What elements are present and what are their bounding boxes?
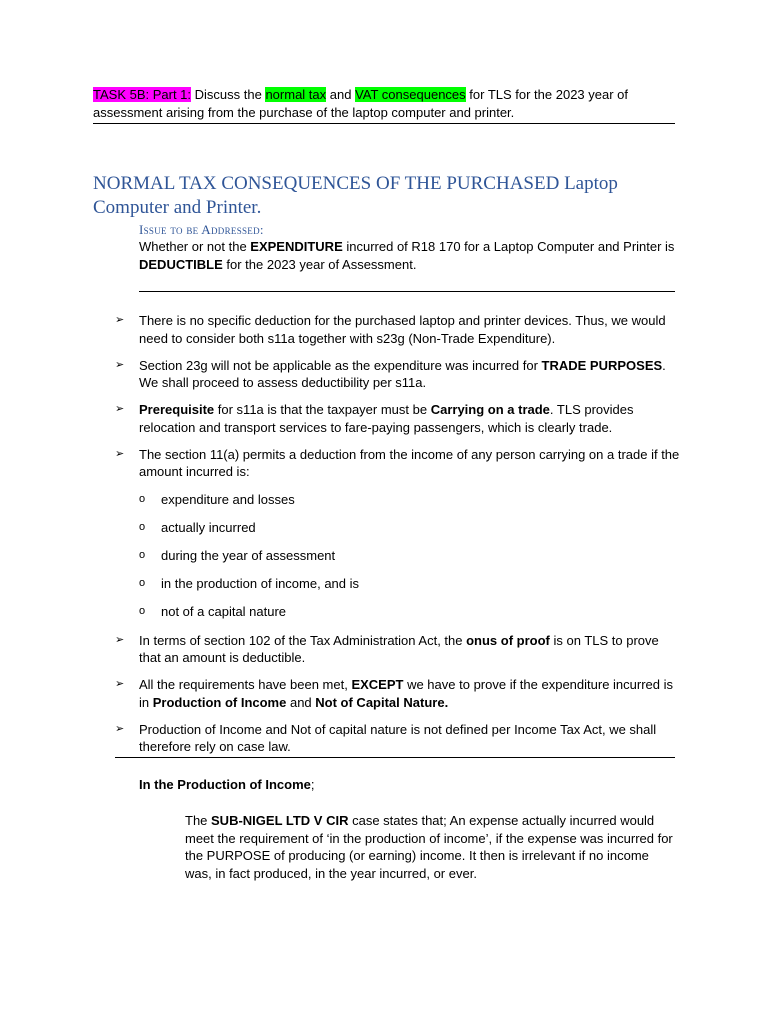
issue-text-1: Whether or not the — [139, 239, 251, 254]
hollow-circle-bullet-icon: o — [139, 576, 146, 589]
arrowhead-bullet-icon: ➢ — [115, 678, 125, 690]
list-item — [115, 401, 680, 436]
task-text-1: Discuss the — [191, 87, 266, 102]
bullet-text: Production of Income and Not of capital nature is not defined per Income Tax Act, we shall therefore rely on case law. — [139, 721, 657, 754]
sub-item-text: during the year of assessment — [161, 547, 336, 563]
bullet-text: All the requirements have been met, — [139, 677, 352, 692]
sub-list-item — [115, 575, 680, 603]
sub-list-item — [115, 547, 680, 575]
task-text-3: for TLS for the 2023 year of assessment arising from the purchase of the laptop computer and printer. — [93, 87, 629, 120]
sub-item-text: actually incurred — [161, 519, 256, 535]
subheading-text: In the Production of Income — [139, 777, 311, 792]
case-text-1: The — [185, 813, 212, 828]
bullet-text: is on TLS to prove that an amount is deductible. — [139, 632, 659, 665]
highlight-vat-consequences: VAT consequences — [355, 87, 466, 102]
issue-label: Issue to be Addressed: — [139, 222, 264, 237]
issue-bold-deductible: DEDUCTIBLE — [139, 257, 223, 272]
list-item — [115, 312, 680, 347]
bullet-bold: Not of Capital Nature. — [315, 694, 449, 710]
arrowhead-bullet-icon: ➢ — [115, 722, 125, 735]
bullet-text: . TLS provides relocation and transport services to fare-paying passengers, which is clearly trade. — [139, 402, 634, 435]
arrowhead-bullet-icon: ➢ — [115, 447, 125, 460]
task-label: TASK 5B: Part 1: — [93, 87, 192, 102]
bullet-text: Section 23g will not be applicable as the expenditure was incurred for — [139, 357, 542, 373]
bullet-bold: EXCEPT — [351, 677, 404, 692]
sub-list-item — [115, 603, 680, 625]
subheading-suffix: ; — [310, 777, 315, 792]
bullet-list — [115, 312, 680, 765]
bullet-text: The section 11(a) permits a deduction from the income of any person carrying on a trade if the amount incurred is: — [139, 446, 680, 479]
arrowhead-bullet-icon: ➢ — [115, 358, 125, 371]
case-text-2: case states that; An expense actually incurred would meet the requirement of ‘in the production of income’, if the expense was incurred for the PURPOSE of producing (or earning) income. It then is irrelevant if no income was, in fact produced, in the year incurred, or ever. — [185, 813, 673, 881]
sub-list-item — [115, 519, 680, 547]
case-law-paragraph — [185, 812, 677, 882]
list-item — [115, 446, 680, 625]
bullet-text: for s11a is that the taxpayer must be — [214, 402, 431, 417]
highlight-normal-tax: normal tax — [265, 87, 327, 102]
list-item — [115, 357, 680, 392]
production-of-income-heading — [139, 777, 315, 792]
bullet-text: we have to prove if the expenditure incurred is in — [139, 677, 674, 710]
bullet-text: In terms of section 102 of the Tax Administration Act, the — [139, 632, 467, 648]
hollow-circle-bullet-icon: o — [139, 492, 146, 505]
list-item — [115, 676, 680, 711]
arrowhead-bullet-icon: ➢ — [115, 633, 125, 646]
section-heading: NORMAL TAX CONSEQUENCES OF THE PURCHASED Laptop Computer and Printer. — [93, 173, 618, 218]
sub-item-text: expenditure and losses — [161, 491, 295, 507]
sub-item-text: not of a capital nature — [161, 603, 287, 619]
hollow-circle-bullet-icon: o — [139, 548, 146, 561]
sub-list — [115, 491, 680, 625]
bullet-bold: Prerequisite — [139, 402, 215, 417]
divider-line — [115, 757, 675, 758]
issue-text-3: for the 2023 year of Assessment. — [222, 257, 417, 272]
arrowhead-bullet-icon: ➢ — [115, 403, 125, 415]
case-name: SUB-NIGEL LTD V CIR — [211, 813, 349, 828]
bullet-bold: TRADE PURPOSES — [541, 357, 663, 373]
bullet-bold: Carrying on a trade — [430, 402, 550, 417]
hollow-circle-bullet-icon: o — [139, 604, 146, 617]
divider-line — [93, 123, 675, 124]
task-statement — [93, 86, 675, 122]
hollow-circle-bullet-icon: o — [139, 520, 146, 533]
task-text-2: and — [326, 87, 356, 102]
sub-list-item — [115, 491, 680, 519]
divider-line — [139, 291, 675, 292]
bullet-text: There is no specific deduction for the purchased laptop and printer devices. Thus, we would need to consider both s11a together with s23g (Non-Trade Expenditure). — [139, 313, 666, 346]
bullet-text: and — [286, 694, 316, 710]
sub-item-text: in the production of income, and is — [161, 575, 360, 591]
issue-bold-expenditure: EXPENDITURE — [250, 239, 343, 254]
issue-text-2: incurred of R18 170 for a Laptop Computer and Printer is — [342, 239, 675, 254]
arrowhead-bullet-icon: ➢ — [115, 314, 125, 326]
list-item — [115, 721, 680, 756]
list-item — [115, 632, 680, 667]
bullet-text: . We shall proceed to assess deductibility per s11a. — [139, 357, 666, 390]
issue-text — [139, 238, 679, 274]
bullet-bold: onus of proof — [466, 632, 550, 648]
bullet-bold: Production of Income — [152, 694, 287, 710]
